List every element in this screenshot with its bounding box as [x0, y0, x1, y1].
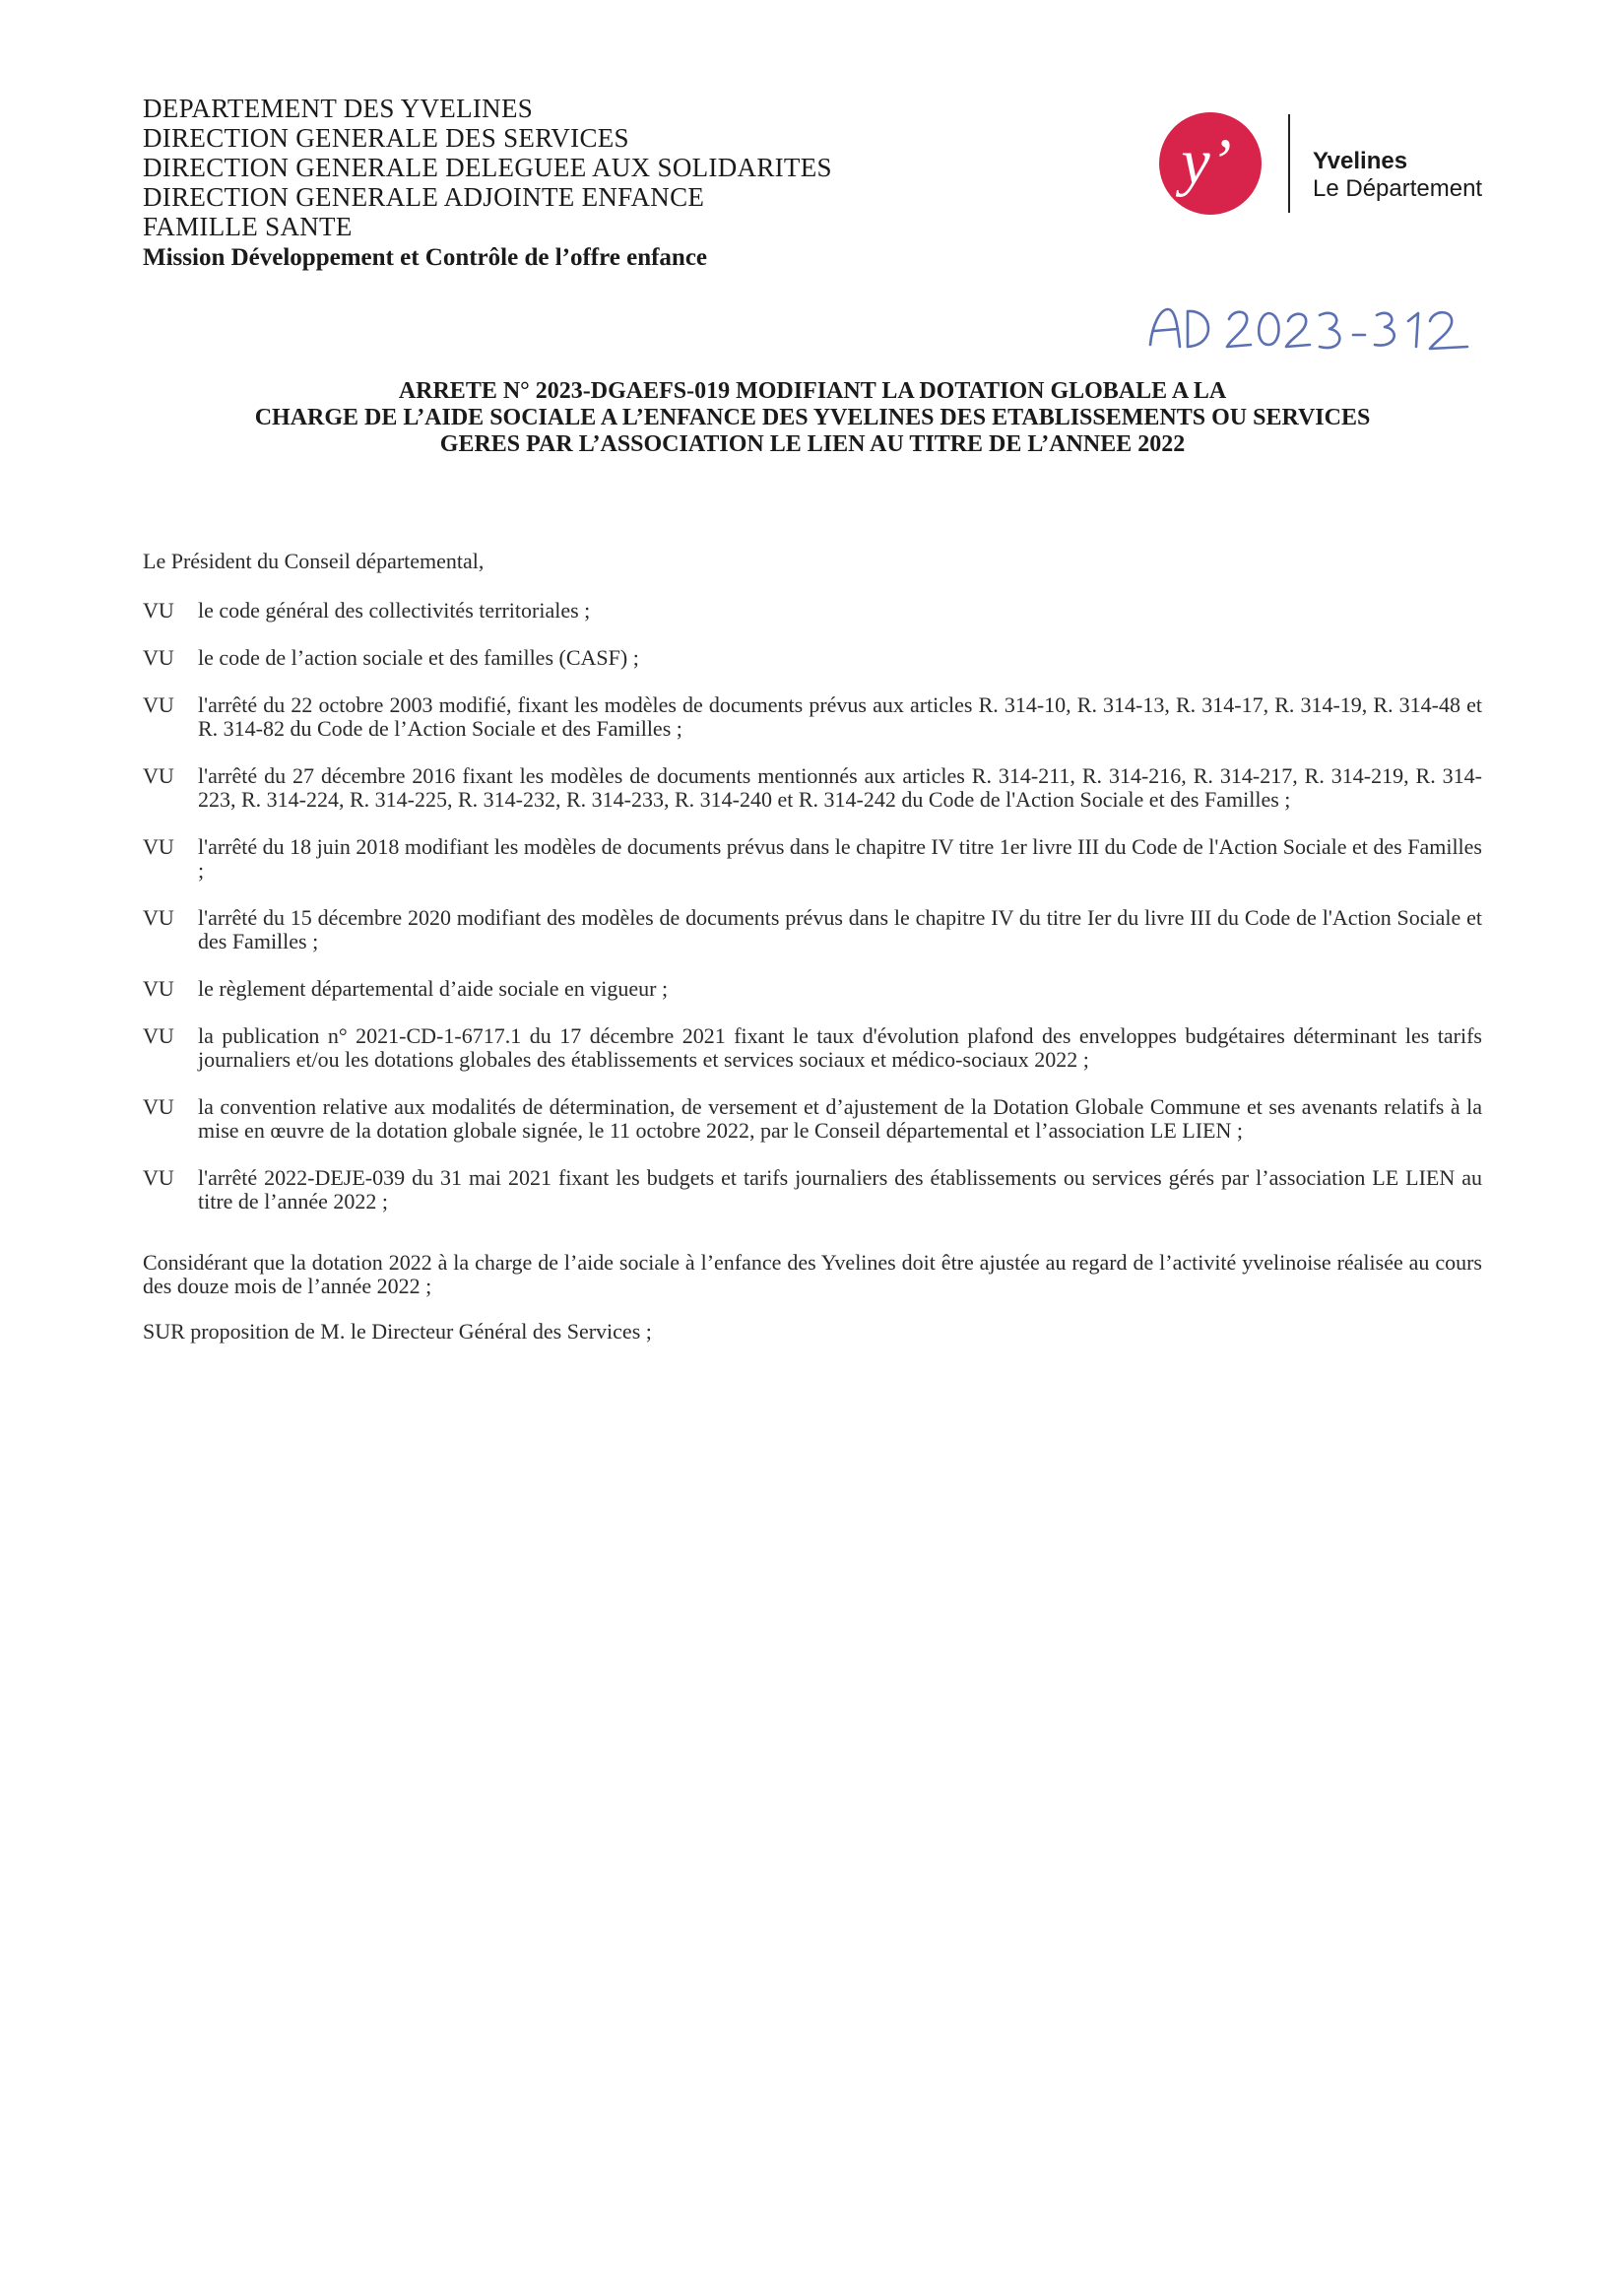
vu-label: VU	[143, 1023, 174, 1048]
logo-mark: y’	[1181, 126, 1232, 198]
header-line-direction-solidarites: DIRECTION GENERALE DELEGUEE AUX SOLIDARITES	[143, 153, 832, 182]
vu-text: l'arrêté 2022-DEJE-039 du 31 mai 2021 fixant les budgets et tarifs journaliers des établissements ou services gérés par l’association LE LIEN au titre de l’année 2022 ;	[198, 1165, 1482, 1214]
handwritten-reference-annotation	[1142, 295, 1477, 364]
vu-text: le code de l’action sociale et des familles (CASF) ;	[198, 645, 639, 670]
issuing-authority-header	[143, 94, 1029, 273]
decree-body	[143, 550, 1482, 1344]
vu-text: la convention relative aux modalités de détermination, de versement et d’ajustement de la Dotation Globale Commune et ses avenants relatifs à la mise en œuvre de la dotation globale signée, le 11 octobre 2022, par le Conseil départemental et l’association LE LIEN ;	[198, 1094, 1482, 1143]
header-line-direction-enfance: DIRECTION GENERALE ADJOINTE ENFANCE	[143, 182, 705, 212]
title-line-2: CHARGE DE L’AIDE SOCIALE A L’ENFANCE DES YVELINES DES ETABLISSEMENTS OU SERVICES	[254, 405, 1371, 430]
vu-label: VU	[143, 905, 174, 930]
logo-name: Yvelines	[1313, 148, 1408, 174]
vu-item	[143, 906, 1482, 953]
vu-item	[143, 1024, 1482, 1072]
vu-item	[143, 977, 1482, 1001]
vu-text: le règlement départemental d’aide sociale en vigueur ;	[198, 976, 669, 1001]
vu-item	[143, 764, 1482, 812]
vu-item	[143, 693, 1482, 741]
header-line-department: DEPARTEMENT DES YVELINES	[143, 94, 534, 123]
vu-label: VU	[143, 834, 174, 859]
vu-label: VU	[143, 598, 174, 623]
vu-text: l'arrêté du 22 octobre 2003 modifié, fixant les modèles de documents prévus aux articles R. 314-10, R. 314-13, R. 314-17, R. 314-19, R. 314-48 et R. 314-82 du Code de l’Action Sociale et des Familles ;	[198, 692, 1482, 741]
sur-proposition-paragraph: SUR proposition de M. le Directeur Général des Services ;	[143, 1319, 652, 1344]
vu-text: la publication n° 2021-CD-1-6717.1 du 17 décembre 2021 fixant le taux d'évolution plafond des enveloppes budgétaires déterminant les tarifs journaliers et/ou les dotations globales des établissements et services sociaux et médico-sociaux 2022 ;	[198, 1023, 1482, 1072]
vu-item	[143, 835, 1482, 883]
vu-item	[143, 1095, 1482, 1143]
vu-label: VU	[143, 1094, 174, 1119]
vu-text: l'arrêté du 18 juin 2018 modifiant les modèles de documents prévus dans le chapitre IV titre 1er livre III du Code de l'Action Sociale et des Familles ;	[198, 834, 1482, 883]
vu-item	[143, 599, 1482, 623]
title-line-1: ARRETE N° 2023-DGAEFS-019 MODIFIANT LA DOTATION GLOBALE A LA	[398, 378, 1227, 404]
vu-text: l'arrêté du 27 décembre 2016 fixant les modèles de documents mentionnés aux articles R. 314-211, R. 314-216, R. 314-217, R. 314-219, R. 314-223, R. 314-224, R. 314-225, R. 314-232, R. 314-233, R. 314-240 et R. 314-242 du Code de l'Action Sociale et des Familles ;	[198, 763, 1482, 812]
header-line-direction-services: DIRECTION GENERALE DES SERVICES	[143, 123, 629, 153]
decree-title	[148, 378, 1477, 458]
header-mission: Mission Développement et Contrôle de l’offre enfance	[143, 244, 708, 271]
vu-label: VU	[143, 692, 174, 717]
header-line-famille-sante: FAMILLE SANTE	[143, 212, 353, 241]
considerant-paragraph: Considérant que la dotation 2022 à la charge de l’aide sociale à l’enfance des Yvelines doit être ajustée au regard de l’activité yvelinoise réalisée au cours des douze mois de l’année 2022 ;	[143, 1250, 1482, 1298]
logo-text	[1313, 148, 1482, 203]
vu-text: le code général des collectivités territoriales ;	[198, 598, 591, 623]
intro-paragraph: Le Président du Conseil départemental,	[143, 549, 485, 573]
yvelines-logo-icon	[1157, 110, 1264, 217]
yvelines-logo	[1157, 110, 1512, 219]
vu-label: VU	[143, 645, 174, 670]
vu-text: l'arrêté du 15 décembre 2020 modifiant des modèles de documents prévus dans le chapitre IV du titre Ier du livre III du Code de l'Action Sociale et des Familles ;	[198, 905, 1482, 953]
vu-label: VU	[143, 1165, 174, 1190]
vu-label: VU	[143, 976, 174, 1001]
title-line-3: GERES PAR L’ASSOCIATION LE LIEN AU TITRE DE L’ANNEE 2022	[439, 431, 1186, 457]
vu-item	[143, 646, 1482, 670]
vu-item	[143, 1166, 1482, 1214]
logo-divider	[1288, 114, 1290, 213]
logo-subtitle: Le Département	[1313, 175, 1483, 202]
vu-label: VU	[143, 763, 174, 788]
